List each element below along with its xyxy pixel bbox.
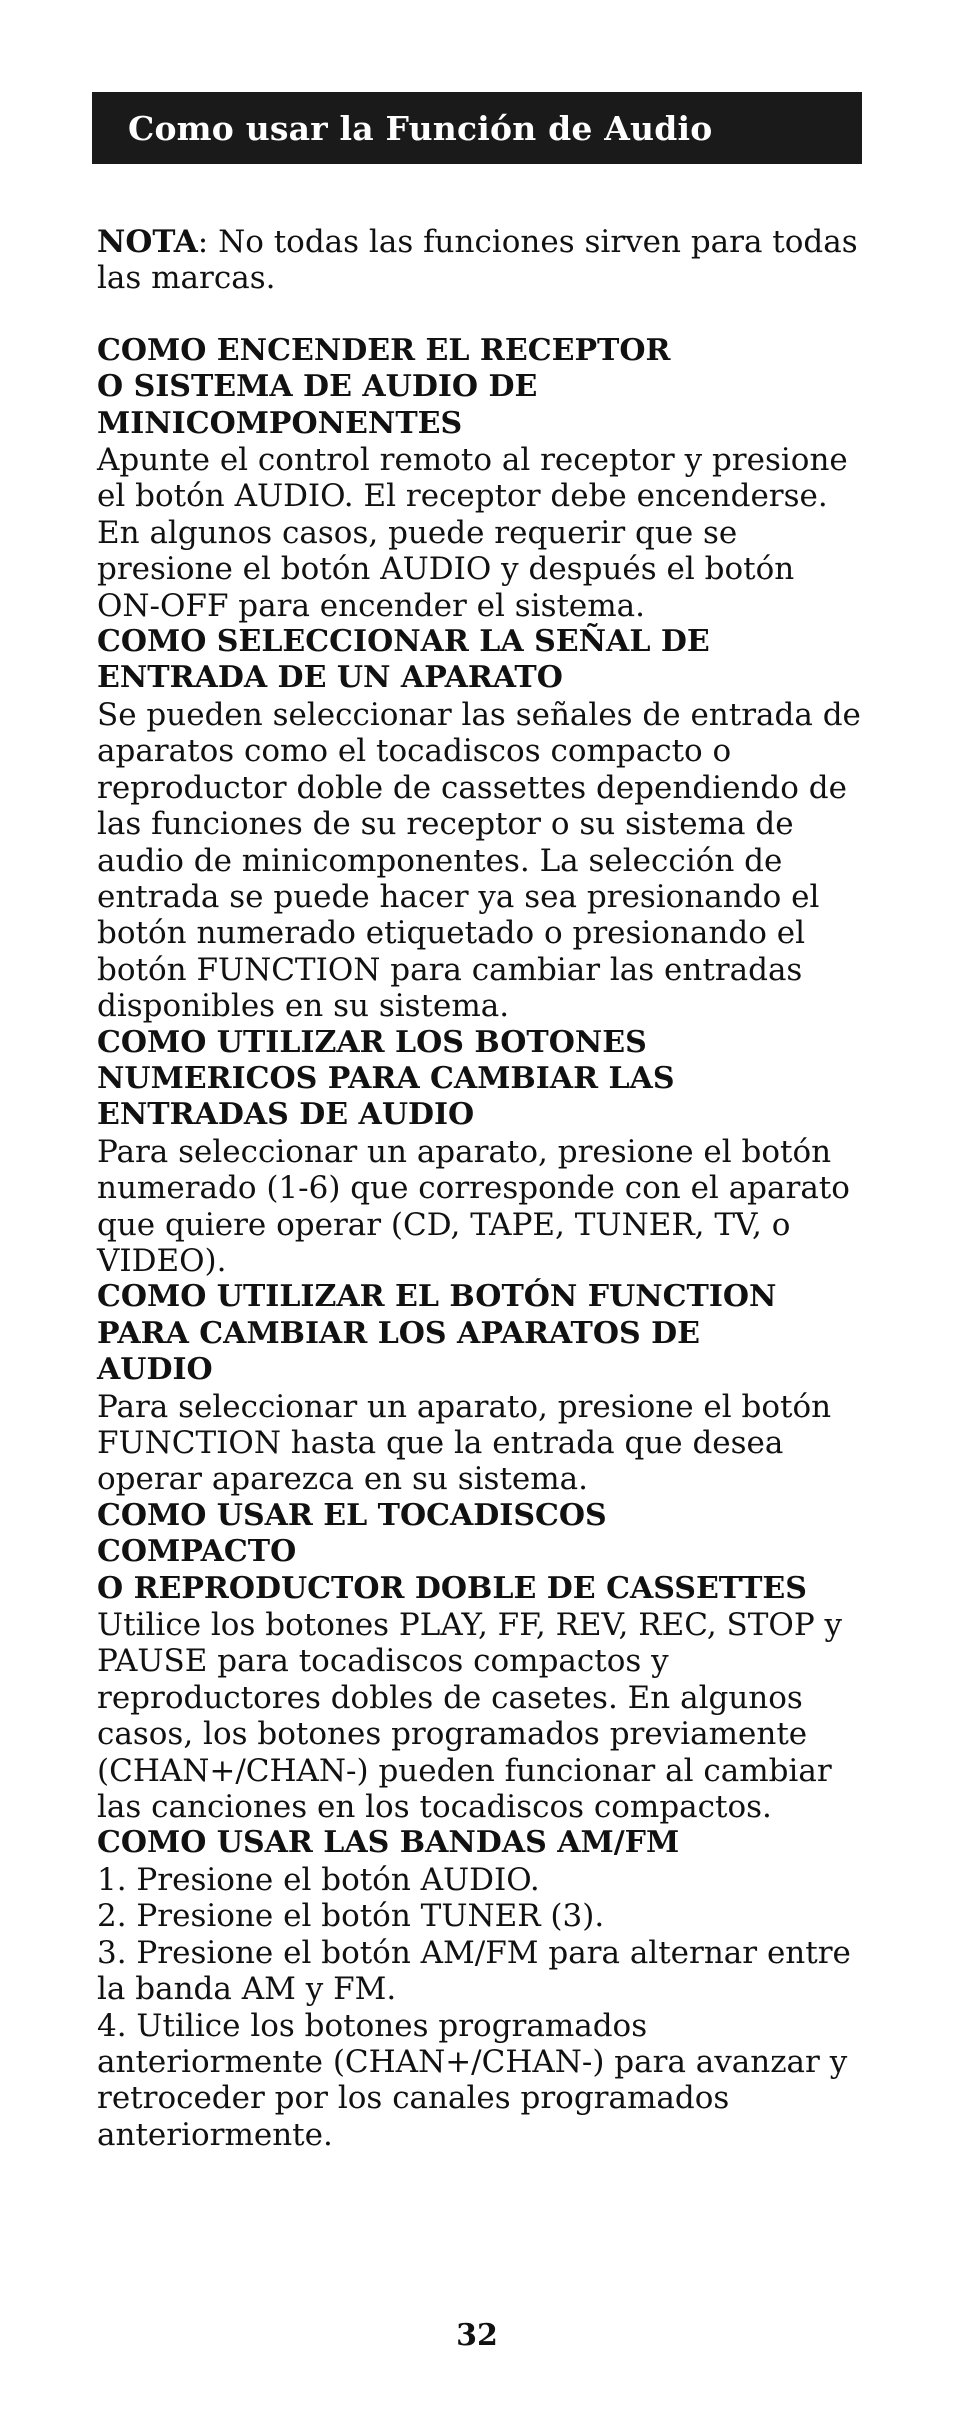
list-item: 3. Presione el botón AM/FM para alternar entre la banda AM y FM.: [97, 1934, 851, 2008]
note-paragraph: [97, 224, 867, 297]
document-body: [97, 224, 867, 2153]
page-title: Como usar la Función de Audio: [128, 108, 713, 148]
section-body-encender: Apunte el control remoto al receptor y presione el botón AUDIO. El receptor debe encenderse. En algunos casos, puede requerir que se presione el botón AUDIO y después el botón ON-OFF para encender el sistema.: [97, 442, 848, 624]
section-body-boton-function: Para seleccionar un aparato, presione el botón FUNCTION hasta que la entrada que desea operar aparezca en su sistema.: [97, 1388, 832, 1498]
section-heading-botones-numericos: COMO UTILIZAR LOS BOTONES NUMERICOS PARA CAMBIAR LAS ENTRADAS DE AUDIO: [97, 1024, 675, 1133]
section-body-botones-numericos: Para seleccionar un aparato, presione el botón numerado (1-6) que corresponde con el aparato que quiere operar (CD, TAPE, TUNER, TV, o VIDEO).: [97, 1133, 850, 1279]
section-heading-encender: COMO ENCENDER EL RECEPTOR O SISTEMA DE AUDIO DE MINICOMPONENTES: [97, 332, 671, 441]
section-header-bar: [92, 92, 862, 164]
section-heading-seleccionar: COMO SELECCIONAR LA SEÑAL DE ENTRADA DE UN APARATO: [97, 624, 710, 696]
note-label: NOTA: [97, 224, 198, 260]
section-body-seleccionar: Se pueden seleccionar las señales de entrada de aparatos como el tocadiscos compacto o reproductor doble de cassettes dependiendo de las funciones de su receptor o su sistema de audio de minicomponentes. La selección de entrada se puede hacer ya sea presionando el botón numerado etiquetado o presionando el botón FUNCTION para cambiar las entradas disponibles en su sistema.: [97, 696, 861, 1025]
list-item: 1. Presione el botón AUDIO.: [97, 1861, 540, 1898]
section-heading-boton-function: COMO UTILIZAR EL BOTÓN FUNCTION PARA CAMBIAR LOS APARATOS DE AUDIO: [97, 1279, 777, 1388]
page-number: 32: [456, 2318, 498, 2353]
note-text: : No todas las funciones sirven para todas las marcas.: [97, 224, 858, 297]
section-heading-am-fm: COMO USAR LAS BANDAS AM/FM: [97, 1825, 680, 1861]
list-item: 2. Presione el botón TUNER (3).: [97, 1898, 605, 1935]
section-body-tocadiscos: Utilice los botones PLAY, FF, REV, REC, STOP y PAUSE para tocadiscos compactos y reproductores dobles de casetes. En algunos casos, los botones programados previamente (CHAN+/CHAN-) pueden funcionar al cambiar las canciones en los tocadiscos compactos.: [97, 1607, 843, 1826]
am-fm-steps: [97, 1862, 867, 2153]
list-item: 4. Utilice los botones programados anteriormente (CHAN+/CHAN-) para avanzar y retroceder por los canales programados anteriormente.: [97, 2007, 848, 2153]
section-heading-tocadiscos: COMO USAR EL TOCADISCOS COMPACTO O REPRODUCTOR DOBLE DE CASSETTES: [97, 1497, 807, 1606]
